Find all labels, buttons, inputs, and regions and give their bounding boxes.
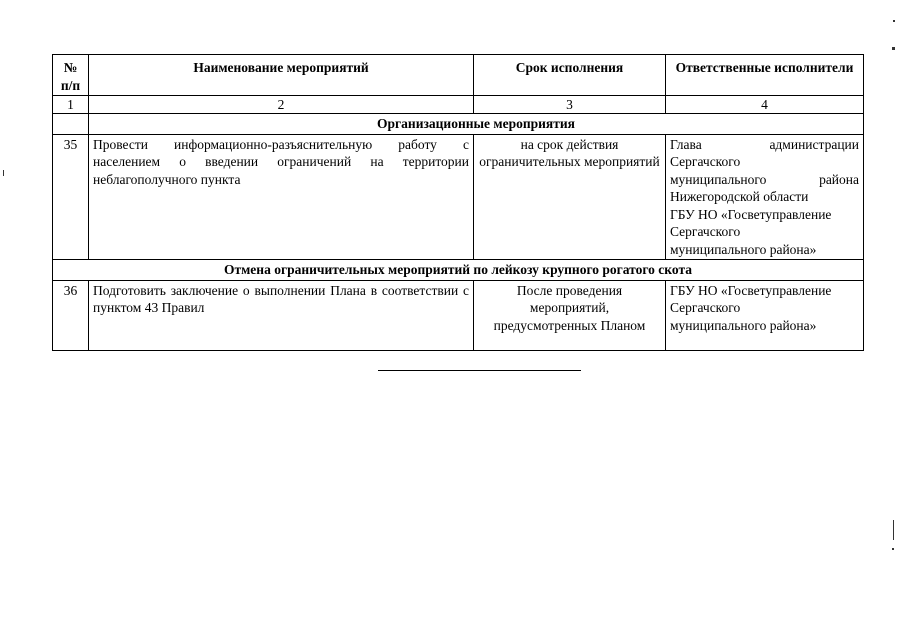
header-term: Срок исполнения xyxy=(474,55,666,96)
table-row xyxy=(53,134,864,260)
responsible-line: ГБУ НО «Госветуправление xyxy=(670,282,832,298)
responsible-line: муниципального района» xyxy=(670,317,817,333)
column-number-row xyxy=(53,96,864,114)
responsible-line: муниципального района» xyxy=(670,241,817,257)
header-resp: Ответственные исполнители xyxy=(666,55,864,96)
responsible-line: ГБУ НО «Госветуправление xyxy=(670,206,832,222)
section-header-row xyxy=(53,114,864,135)
column-number: 2 xyxy=(89,96,474,114)
responsible-line: Сергачского xyxy=(670,300,741,315)
row-deadline: на срок действия ограничительных мероприятий xyxy=(474,134,666,260)
responsible-line: Сергачского xyxy=(670,154,741,169)
plan-table xyxy=(52,54,864,351)
section-header-row xyxy=(53,260,864,281)
table-row xyxy=(53,280,864,350)
scan-speck xyxy=(893,520,894,540)
scan-speck xyxy=(892,548,894,550)
section-title: Организационные мероприятия xyxy=(89,114,864,135)
row-number: 35 xyxy=(53,134,89,260)
table-header xyxy=(53,55,864,96)
row-responsible xyxy=(666,134,864,260)
section-spacer-cell xyxy=(53,114,89,135)
end-divider-line xyxy=(378,370,581,371)
responsible-line: Нижегородской области xyxy=(670,189,809,204)
column-number: 4 xyxy=(666,96,864,114)
section-title: Отмена ограничительных мероприятий по лейкозу крупного рогатого скота xyxy=(53,260,864,281)
responsible-line: Глава администрации xyxy=(670,136,859,152)
row-activity: Провести информационно-разъяснительную работу с населением о введении ограничений на территории неблагополучного пункта xyxy=(89,134,474,260)
responsible-line: муниципального района xyxy=(670,171,859,187)
column-number: 1 xyxy=(53,96,89,114)
header-num: № п/п xyxy=(53,55,89,96)
row-deadline: После проведения мероприятий, предусмотренных Планом xyxy=(474,280,666,350)
responsible-line: Сергачского xyxy=(670,224,741,239)
header-name: Наименование мероприятий xyxy=(89,55,474,96)
row-responsible xyxy=(666,280,864,350)
scan-speck xyxy=(892,47,895,50)
scan-speck xyxy=(893,20,895,22)
scan-speck xyxy=(3,170,4,176)
column-number: 3 xyxy=(474,96,666,114)
row-activity: Подготовить заключение о выполнении Плана в соответствии с пунктом 43 Правил xyxy=(89,280,474,350)
row-number: 36 xyxy=(53,280,89,350)
